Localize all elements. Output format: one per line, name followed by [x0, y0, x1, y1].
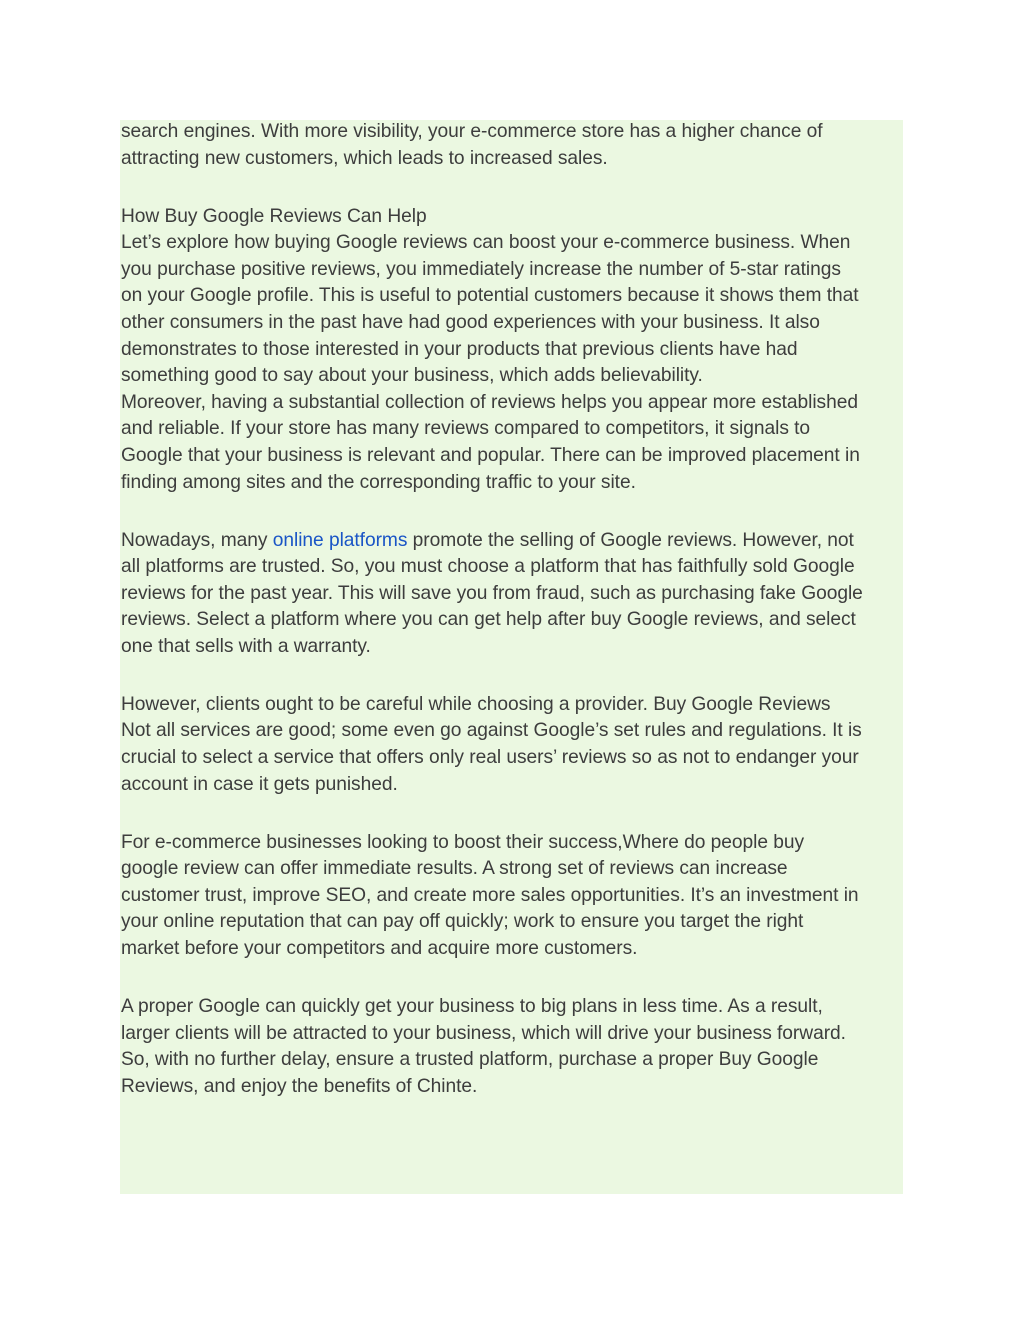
paragraph-online-platforms: [121, 528, 911, 661]
text-line: So, with no further delay, ensure a trusted platform, purchase a proper Buy Google: [121, 1049, 819, 1071]
document-body: [121, 119, 911, 1100]
text-line: For e-commerce businesses looking to boost their success,Where do people buy: [121, 831, 805, 853]
text-line: reviews. Select a platform where you can get help after buy Google reviews, and select: [121, 609, 856, 631]
text-line: Moreover, having a substantial collection of reviews helps you appear more established: [121, 391, 858, 413]
text-line: Reviews, and enjoy the benefits of Chinte.: [121, 1075, 478, 1097]
text-line: and reliable. If your store has many reviews compared to competitors, it signals to: [121, 418, 811, 440]
text-line: account in case it gets punished.: [121, 773, 398, 795]
text-line: all platforms are trusted. So, you must choose a platform that has faithfully sold Google: [121, 556, 855, 578]
paragraph-how-it-helps: [121, 204, 911, 497]
paragraph-choosing-provider: [121, 692, 911, 798]
text-line: larger clients will be attracted to your business, which will drive your business forward.: [121, 1022, 846, 1044]
text-line: finding among sites and the corresponding traffic to your site.: [121, 471, 636, 493]
text-line: one that sells with a warranty.: [121, 635, 371, 657]
text-line: However, clients ought to be careful while choosing a provider. Buy Google Reviews: [121, 693, 831, 715]
text-line: Let’s explore how buying Google reviews can boost your e-commerce business. When: [121, 232, 851, 254]
text-line: market before your competitors and acquire more customers.: [121, 938, 638, 959]
text-line: Google that your business is relevant and popular. There can be improved placement in: [121, 444, 860, 466]
text-fragment: promote the selling of Google reviews. However, not: [407, 529, 854, 551]
text-line: A proper Google can quickly get your business to big plans in less time. As a result,: [121, 995, 823, 1017]
section-heading: How Buy Google Reviews Can Help: [121, 205, 427, 227]
text-line: reviews for the past year. This will save you from fraud, such as purchasing fake Google: [121, 582, 863, 604]
text-line: crucial to select a service that offers only real users’ reviews so as not to endanger your: [121, 747, 859, 769]
text-line: Not all services are good; some even go against Google’s set rules and regulations. It is: [121, 720, 862, 742]
paragraph-search-visibility: [121, 119, 911, 172]
text-line: your online reputation that can pay off quickly; work to ensure you target the right: [121, 911, 804, 933]
paragraph-ecommerce-success: [121, 830, 911, 963]
text-line: attracting new customers, which leads to increased sales.: [121, 147, 608, 169]
text-fragment: Nowadays, many: [121, 529, 273, 551]
text-line: on your Google profile. This is useful to potential customers because it shows them that: [121, 285, 859, 307]
text-line: you purchase positive reviews, you immediately increase the number of 5-star ratings: [121, 258, 841, 280]
text-line: other consumers in the past have had good experiences with your business. It also: [121, 311, 820, 333]
text-line: something good to say about your business, which adds believability.: [121, 365, 703, 387]
paragraph-conclusion: [121, 994, 911, 1100]
online-platforms-link[interactable]: online platforms: [272, 529, 408, 551]
text-line: customer trust, improve SEO, and create more sales opportunities. It’s an investment in: [121, 884, 859, 906]
text-line: search engines. With more visibility, your e-commerce store has a higher chance of: [121, 121, 823, 142]
text-line: google review can offer immediate results. A strong set of reviews can increase: [121, 858, 788, 880]
text-line: demonstrates to those interested in your products that previous clients have had: [121, 338, 798, 360]
text-line: [121, 528, 911, 555]
